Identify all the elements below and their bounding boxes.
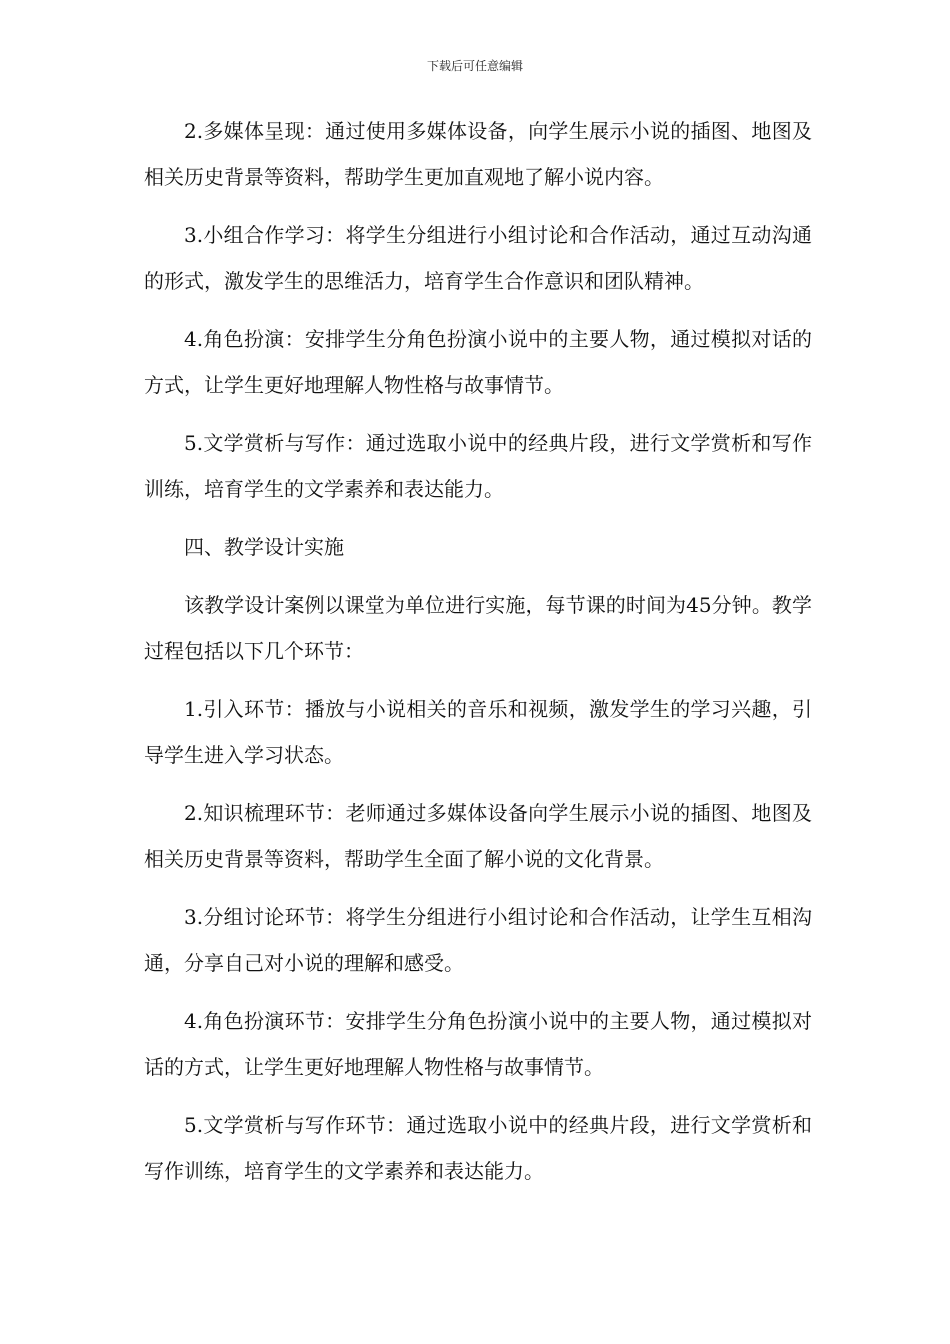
paragraph-step-appreciation: 5.文学赏析与写作环节：通过选取小说中的经典片段，进行文学赏析和写作训练，培育学生的文学素养和表达能力。: [144, 1113, 812, 1183]
paragraph-step-role-play: 4.角色扮演环节：安排学生分角色扮演小说中的主要人物，通过模拟对话的方式，让学生更好地理解人物性格与故事情节。: [144, 1009, 812, 1079]
paragraph-step-discussion: 3.分组讨论环节：将学生分组进行小组讨论和合作活动，让学生互相沟通，分享自己对小说的理解和感受。: [144, 905, 812, 975]
paragraph-step-introduction: 1.引入环节：播放与小说相关的音乐和视频，激发学生的学习兴趣，引导学生进入学习状态。: [144, 697, 812, 767]
paragraph-role-play: 4.角色扮演：安排学生分角色扮演小说中的主要人物，通过模拟对话的方式，让学生更好地理解人物性格与故事情节。: [144, 327, 812, 397]
paragraph-multimedia: 2.多媒体呈现：通过使用多媒体设备，向学生展示小说的插图、地图及相关历史背景等资料，帮助学生更加直观地了解小说内容。: [144, 119, 812, 189]
paragraph-literary-appreciation: 5.文学赏析与写作：通过选取小说中的经典片段，进行文学赏析和写作训练，培育学生的文学素养和表达能力。: [144, 431, 812, 501]
section-heading-implementation: 四、教学设计实施: [184, 535, 344, 559]
paragraph-implementation-intro: 该教学设计案例以课堂为单位进行实施，每节课的时间为45分钟。教学过程包括以下几个环节：: [144, 593, 812, 663]
paragraph-group-learning: 3.小组合作学习：将学生分组进行小组讨论和合作活动，通过互动沟通的形式，激发学生的思维活力，培育学生合作意识和团队精神。: [144, 223, 812, 293]
paragraph-step-knowledge: 2.知识梳理环节：老师通过多媒体设备向学生展示小说的插图、地图及相关历史背景等资料，帮助学生全面了解小说的文化背景。: [144, 801, 812, 871]
page-header: 下载后可任意编辑: [426, 59, 523, 73]
document-body: [144, 108, 812, 1206]
